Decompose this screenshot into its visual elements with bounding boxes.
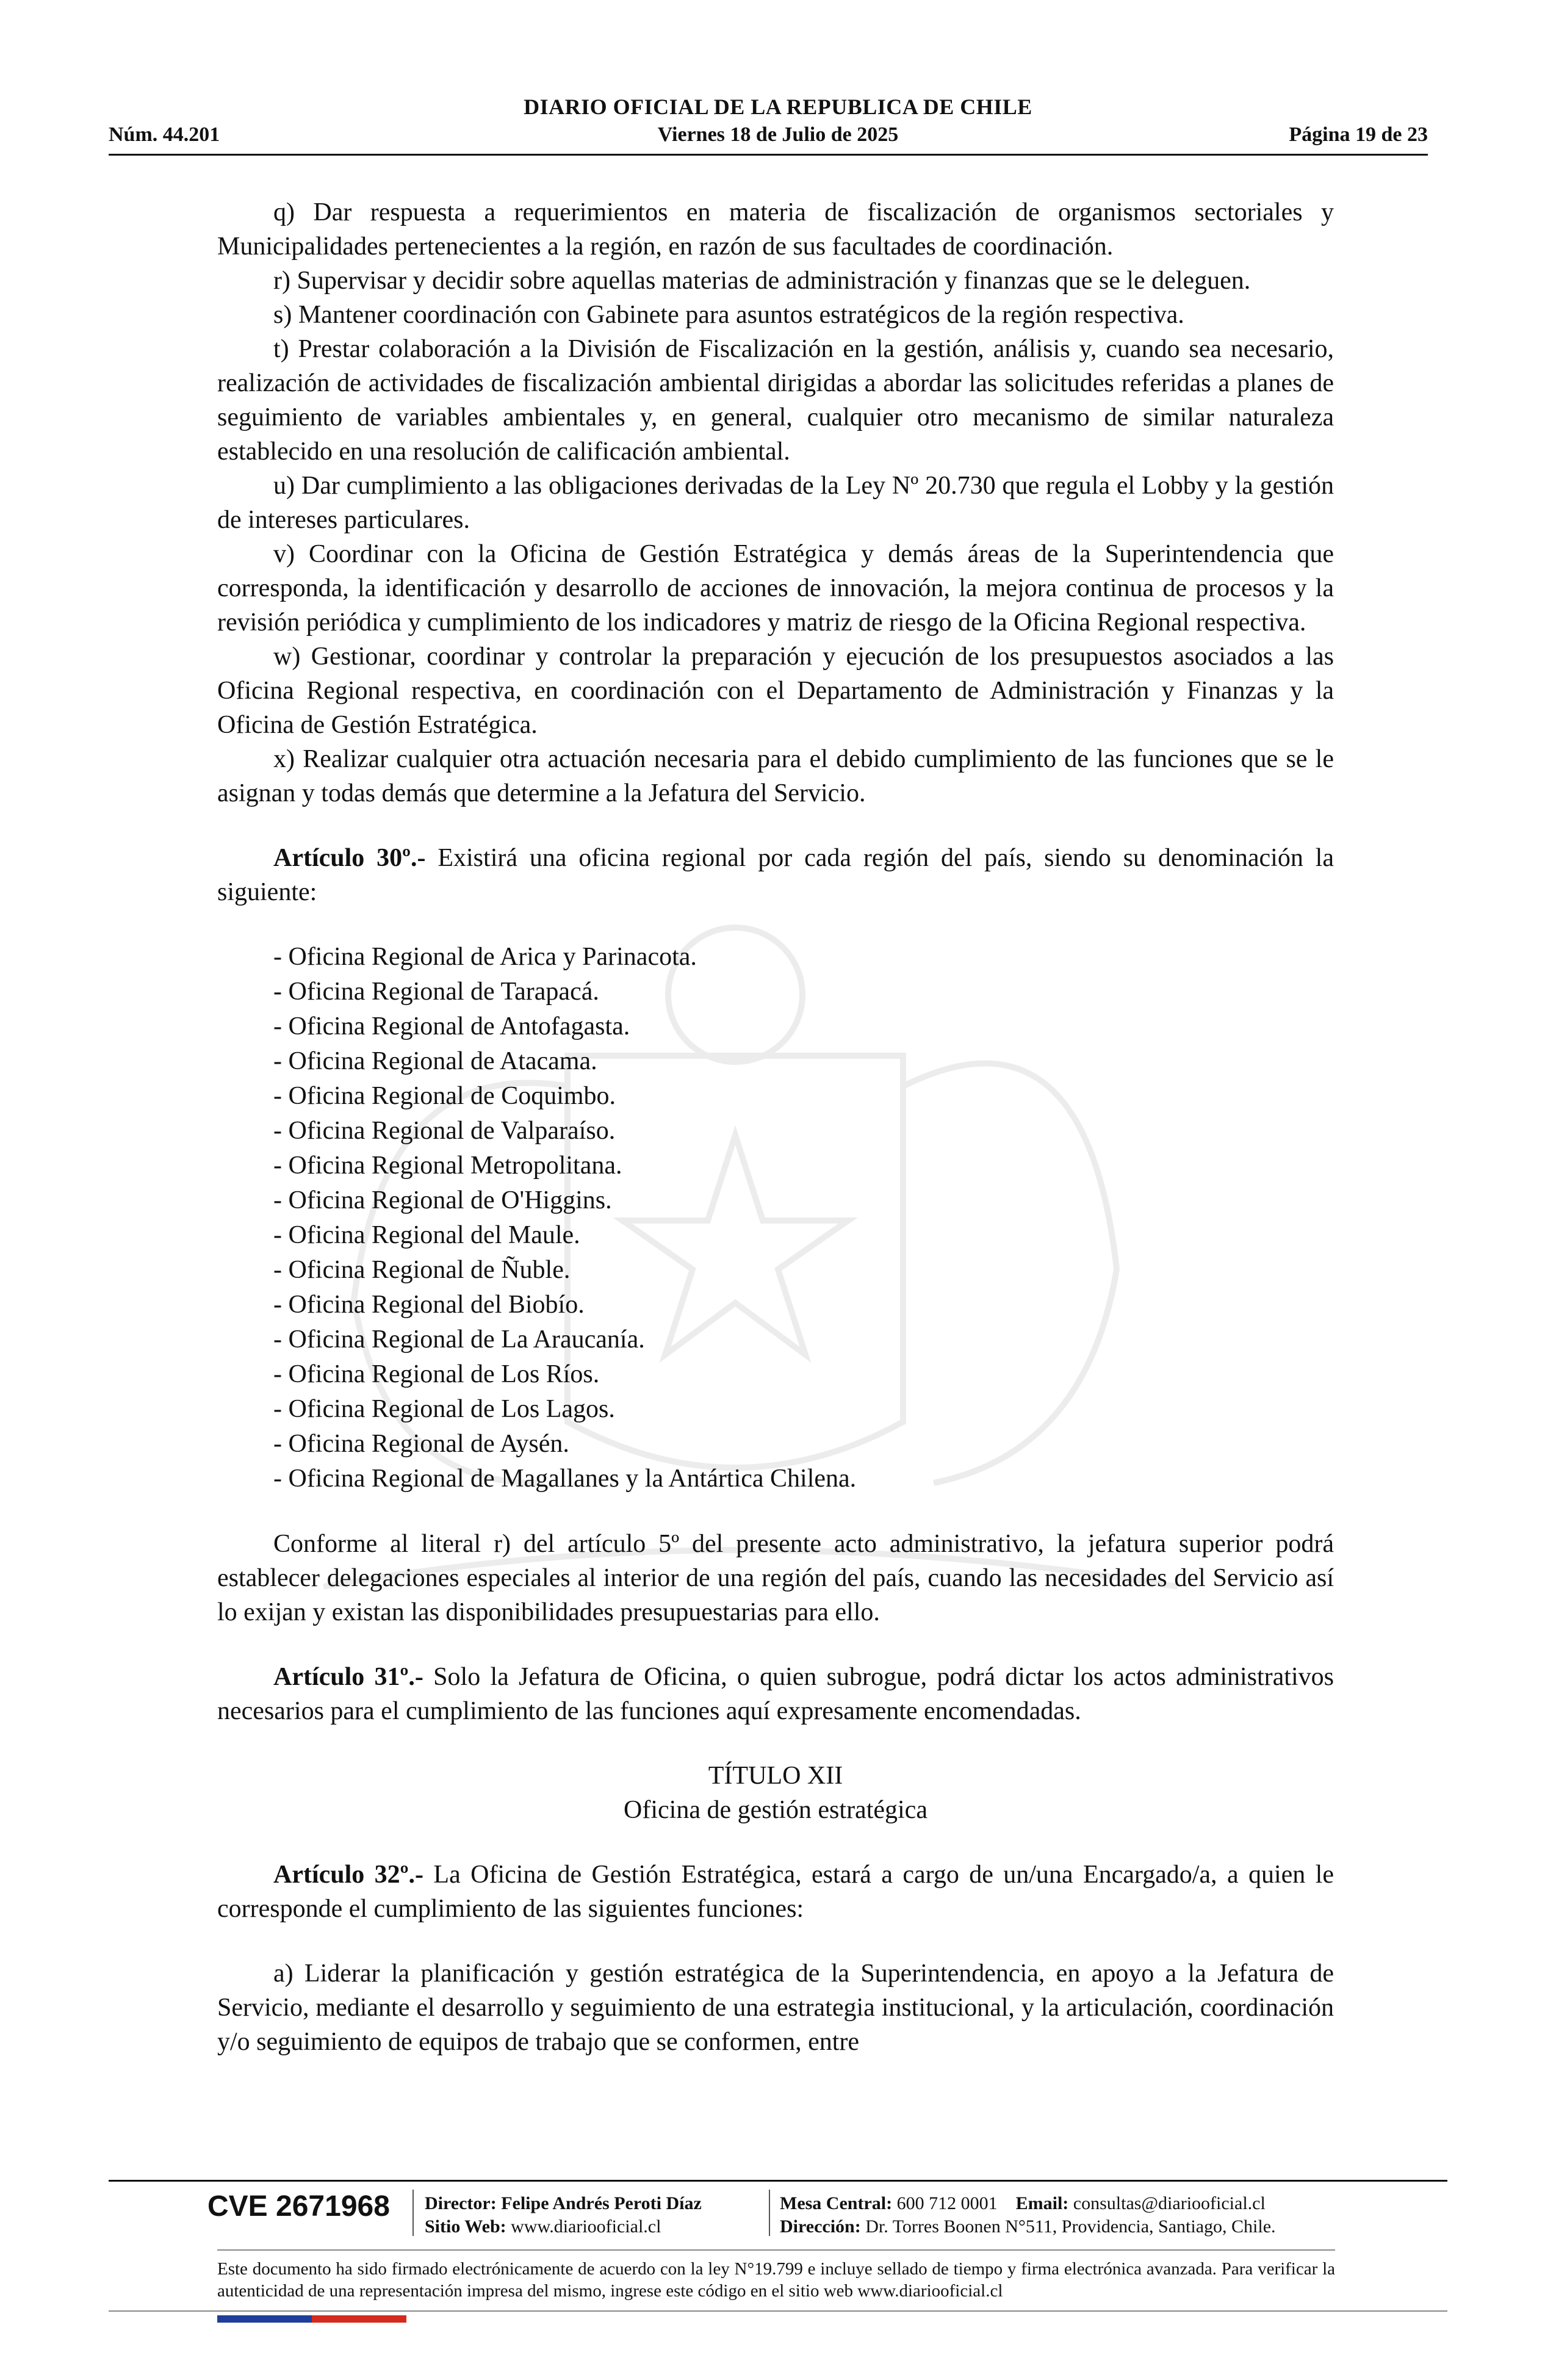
cve-code: CVE 2671968	[207, 2190, 390, 2223]
spacer	[217, 1728, 1334, 1759]
list-item: - Oficina Regional de Arica y Parinacota.	[273, 943, 697, 971]
item-u: u) Dar cumplimiento a las obligaciones derivadas de la Ley Nº 20.730 que regula el Lobby y la gestión de intereses particulares.	[217, 472, 1334, 534]
flag-stripe-red	[312, 2315, 406, 2323]
list-item: - Oficina Regional de Antofagasta.	[273, 1012, 630, 1040]
footer-divider	[109, 2180, 1447, 2182]
list-item: - Oficina Regional de Ñuble.	[273, 1256, 571, 1284]
list-item: - Oficina Regional del Biobío.	[273, 1291, 585, 1319]
email-label: Email:	[1015, 2193, 1069, 2213]
item-q: q) Dar respuesta a requerimientos en materia de fiscalización de organismos sectoriales y Municipalidades pertenecientes a la región, en razón de sus facultades de coordinación.	[217, 198, 1334, 261]
article-32	[217, 1858, 1334, 1926]
list-item: - Oficina Regional de La Araucanía.	[273, 1325, 645, 1354]
spacer	[217, 1629, 1334, 1660]
site-label: Sitio Web:	[425, 2216, 506, 2237]
flag-stripe-blue	[217, 2315, 312, 2323]
regional-offices-list	[217, 940, 1334, 1496]
article-30-heading: Artículo 30º.-	[273, 844, 426, 872]
article-32-text: La Oficina de Gestión Estratégica, estará a cargo de un/una Encargado/a, a quien le corresponde el cumplimiento de las siguientes funciones:	[217, 1861, 1334, 1923]
spacer	[217, 1926, 1334, 1956]
legal-notice: Este documento ha sido firmado electrónicamente de acuerdo con la ley N°19.799 e incluye sellado de tiempo y firma electrónica avanzada. Para verificar la autenticidad de una representación impresa del mismo, ingrese este código en el sitio web www.diariooficial.cl	[217, 2259, 1335, 2301]
contact-block	[780, 2192, 1276, 2238]
conforme-paragraph: Conforme al literal r) del artículo 5º del presente acto administrativo, la jefatura superior podrá establecer delegaciones especiales al interior de una región del país, cuando las necesidades del Servicio así lo exijan y existan las disponibilidades presupuestarias para ello.	[217, 1530, 1334, 1626]
spacer	[217, 909, 1334, 940]
list-item: - Oficina Regional de Aysén.	[273, 1430, 569, 1458]
article-31-heading: Artículo 31º.-	[273, 1663, 423, 1691]
title-xii-subtitle: Oficina de gestión estratégica	[624, 1796, 927, 1824]
address-value: Dr. Torres Boonen N°511, Providencia, Santiago, Chile.	[865, 2216, 1276, 2237]
item-r: r) Supervisar y decidir sobre aquellas materias de administración y finanzas que se le deleguen.	[273, 267, 1251, 295]
email-link[interactable]: consultas@diariooficial.cl	[1073, 2193, 1266, 2213]
list-item: - Oficina Regional de Tarapacá.	[273, 978, 599, 1006]
mesa-label: Mesa Central:	[780, 2193, 893, 2213]
spacer	[217, 1496, 1334, 1527]
list-item: - Oficina Regional Metropolitana.	[273, 1152, 622, 1180]
header-divider	[109, 154, 1428, 156]
footer-divider	[109, 2310, 1447, 2312]
title-xii: TÍTULO XII	[708, 1762, 843, 1790]
item-x: x) Realizar cualquier otra actuación necesaria para el debido cumplimiento de las funciones que se le asignan y todas demás que determine a la Jefatura del Servicio.	[217, 745, 1334, 807]
mesa-value: 600 712 0001	[896, 2193, 998, 2213]
list-item: - Oficina Regional de Los Ríos.	[273, 1360, 600, 1388]
list-item: - Oficina Regional de Los Lagos.	[273, 1395, 615, 1423]
list-item: - Oficina Regional de Coquimbo.	[273, 1082, 616, 1110]
journal-title: DIARIO OFICIAL DE LA REPUBLICA DE CHILE	[524, 95, 1032, 119]
spacer	[217, 1827, 1334, 1858]
issue-date: Viernes 18 de Julio de 2025	[657, 123, 899, 146]
list-item: - Oficina Regional de Atacama.	[273, 1047, 597, 1075]
list-item: - Oficina Regional del Maule.	[273, 1221, 580, 1249]
article-32-heading: Artículo 32º.-	[273, 1861, 424, 1889]
item-s: s) Mantener coordinación con Gabinete para asuntos estratégicos de la región respectiva.	[273, 301, 1184, 329]
article-30	[217, 841, 1334, 909]
document-body	[217, 195, 1334, 2059]
list-item: - Oficina Regional de Magallanes y la Antártica Chilena.	[273, 1465, 857, 1493]
footer-separator	[769, 2190, 770, 2236]
director-block	[425, 2192, 702, 2238]
item-w: w) Gestionar, coordinar y controlar la preparación y ejecución de los presupuestos asociados a las Oficina Regional respectiva, en coordinación con el Departamento de Administración y Finanzas y la Oficina de Gestión Estratégica.	[217, 643, 1334, 739]
item-v: v) Coordinar con la Oficina de Gestión Estratégica y demás áreas de la Superintendencia que corresponda, la identificación y desarrollo de acciones de innovación, la mejora continua de procesos y la revisión periódica y cumplimiento de los indicadores y matriz de riesgo de la Oficina Regional respectiva.	[217, 540, 1334, 636]
spacer	[217, 810, 1334, 841]
director-label: Director:	[425, 2193, 497, 2213]
list-item: - Oficina Regional de Valparaíso.	[273, 1117, 616, 1145]
item-t: t) Prestar colaboración a la División de Fiscalización en la gestión, análisis y, cuando sea necesario, realización de actividades de fiscalización ambiental dirigidas a abordar las solicitudes referidas a planes de seguimiento de variables ambientales y, en general, cualquier otro mecanismo de similar naturaleza establecido en una resolución de calificación ambiental.	[217, 335, 1334, 466]
director-name: Felipe Andrés Peroti Díaz	[501, 2193, 702, 2213]
article-30-text: Existirá una oficina regional por cada región del país, siendo su denominación la siguiente:	[217, 844, 1334, 906]
footer-divider	[217, 2249, 1335, 2251]
list-item: - Oficina Regional de O'Higgins.	[273, 1186, 612, 1214]
article-32-item-a: a) Liderar la planificación y gestión estratégica de la Superintendencia, en apoyo a la Jefatura de Servicio, mediante el desarrollo y seguimiento de una estrategia institucional, y la articulación, coordinación y/o seguimiento de equipos de trabajo que se conformen, entre	[217, 1960, 1334, 2056]
article-31-text: Solo la Jefatura de Oficina, o quien subrogue, podrá dictar los actos administrativos necesarios para el cumplimiento de las funciones aquí expresamente encomendadas.	[217, 1663, 1334, 1725]
article-31	[217, 1660, 1334, 1728]
footer-separator	[412, 2190, 414, 2236]
page-number: Página 19 de 23	[1289, 123, 1428, 146]
issue-number: Núm. 44.201	[109, 123, 220, 146]
address-label: Dirección:	[780, 2216, 861, 2237]
site-link[interactable]: www.diariooficial.cl	[511, 2216, 661, 2237]
